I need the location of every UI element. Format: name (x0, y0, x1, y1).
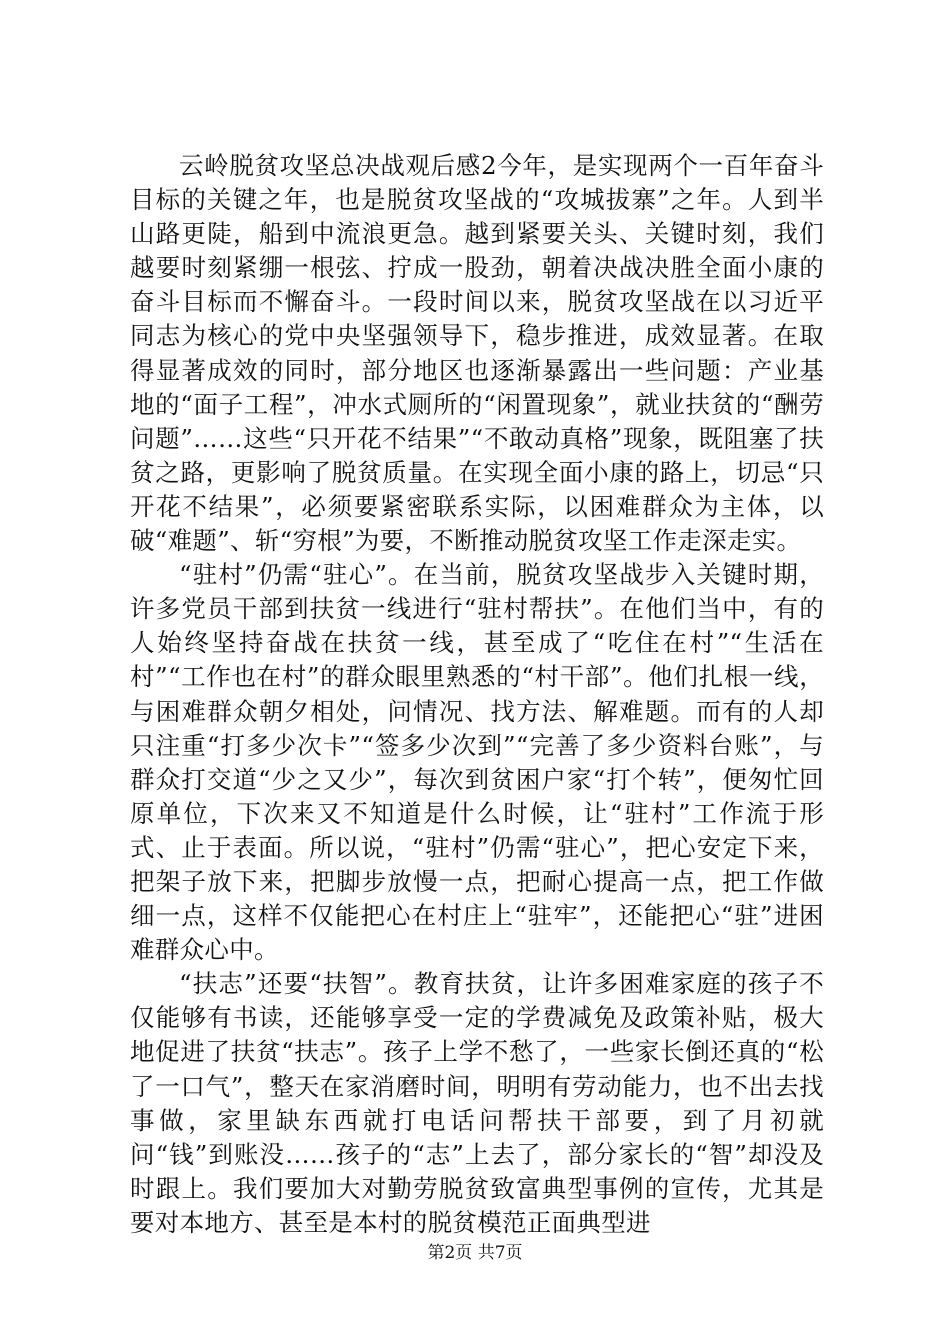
paragraph-2: “驻村”仍需“驻心”。在当前，脱贫攻坚战步入关键时期，许多党员干部到扶贫一线进行“驻村帮扶”。在他们当中，有的人始终坚持奋战在扶贫一线，甚至成了“吃住在村”“生活在村”“工作也在村”的群众眼里熟悉的“村干部”。他们扎根一线，与困难群众朝夕相处，问情况、找方法、解难题。而有的人却只注重“打多少次卡”“签多少次到”“完善了多少资料台账”，与群众打交道“少之又少”，每次到贫困户家“打个转”，便匆忙回原单位，下次来又不知道是什么时候，让“驻村”工作流于形式、止于表面。所以说，“驻村”仍需“驻心”，把心安定下来，把架子放下来，把脚步放慢一点，把耐心提高一点，把工作做细一点，这样不仅能把心在村庄上“驻牢”，还能把心“驻”进困难群众心中。 (130, 560, 824, 965)
document-body (130, 149, 824, 1240)
paragraph-1: 云岭脱贫攻坚总决战观后感2今年，是实现两个一百年奋斗目标的关键之年，也是脱贫攻坚战的“攻城拔寨”之年。人到半山路更陡，船到中流浪更急。越到紧要关头、关键时刻，我们越要时刻紧绷一根弦、拧成一股劲，朝着决战决胜全面小康的奋斗目标而不懈奋斗。一段时间以来，脱贫攻坚战在以习近平同志为核心的党中央坚强领导下，稳步推进，成效显著。在取得显著成效的同时，部分地区也逐渐暴露出一些问题：产业基地的“面子工程”，冲水式厕所的“闲置现象”，就业扶贫的“酬劳问题”……这些“只开花不结果”“不敢动真格”现象，既阻塞了扶贫之路，更影响了脱贫质量。在实现全面小康的路上，切忌“只开花不结果”，必须要紧密联系实际，以困难群众为主体，以破“难题”、斩“穷根”为要，不断推动脱贫攻坚工作走深走实。 (130, 151, 825, 556)
paragraph-3: “扶志”还要“扶智”。教育扶贫，让许多困难家庭的孩子不仅能够有书读，还能够享受一定的学费减免及政策补贴，极大地促进了扶贫“扶志”。孩子上学不愁了，一些家长倒还真的“松了一口气”，整天在家消磨时间，明明有劳动能力，也不出去找事做，家里缺东西就打电话问帮扶干部要，到了月初就问“钱”到账没……孩子的“志”上去了，部分家长的“智”却没及时跟上。我们要加大对勤劳脱贫致富典型事例的宣传，尤其是要对本地方、甚至是本村的脱贫模范正面典型进 (130, 969, 824, 1237)
page-footer (0, 1242, 950, 1264)
page-number: 第2页 共7页 (427, 1243, 523, 1263)
